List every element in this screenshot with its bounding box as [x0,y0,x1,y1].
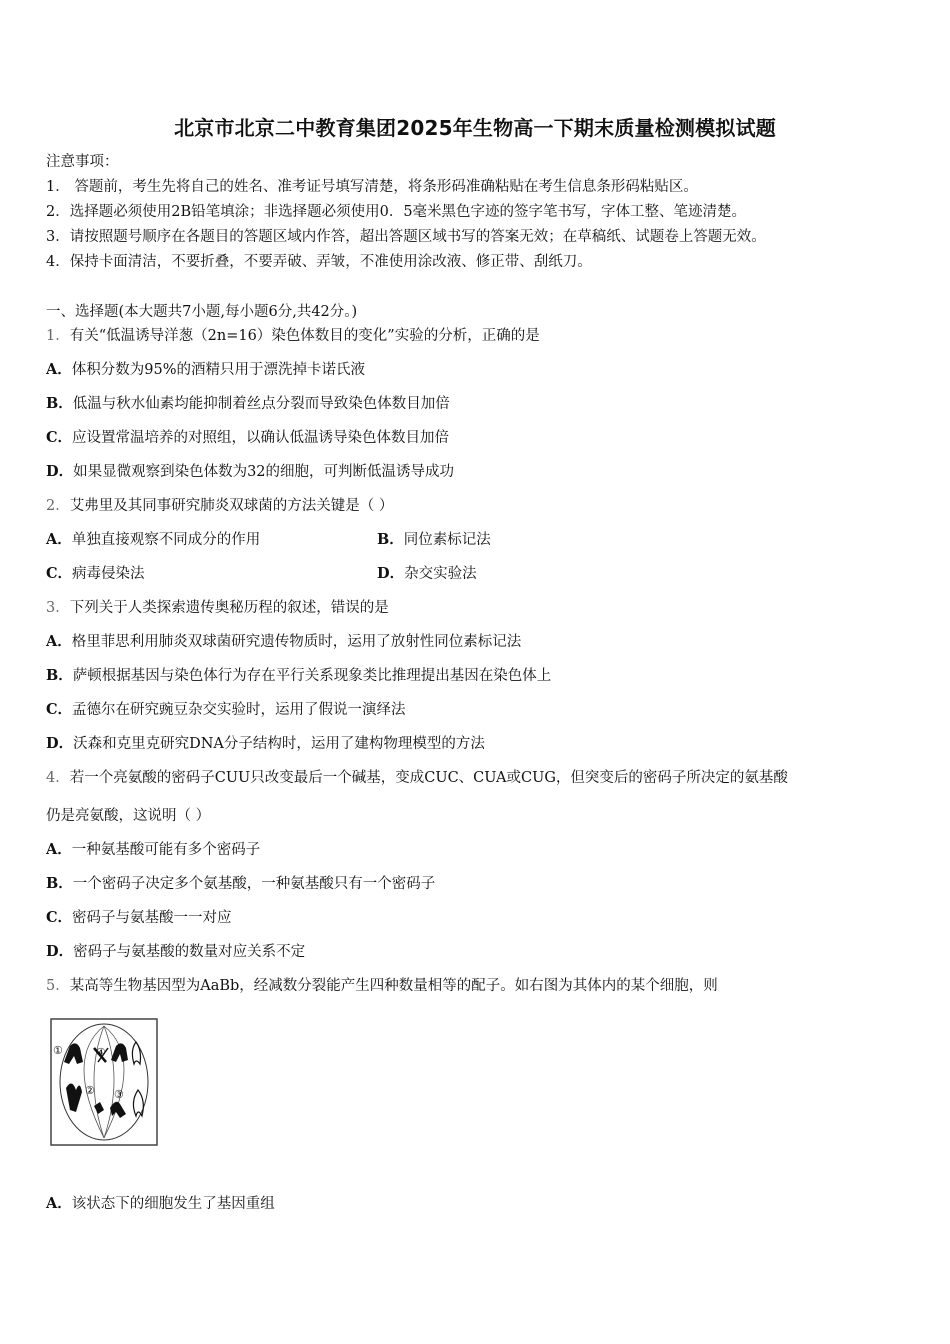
question-5-stem [46,976,718,996]
option-label: C． [46,701,73,718]
question-2-stem [46,496,393,516]
option-label: D． [46,735,74,752]
option-text: 病毒侵染法 [72,566,145,582]
figure-label: ③ [114,1088,124,1101]
q2-option-b[interactable] [377,530,491,550]
q2-option-c[interactable] [46,564,145,584]
option-label: C． [46,429,73,446]
cell-division-figure [50,1018,158,1146]
notice-item-4: 4．保持卡面清洁，不要折叠，不要弄破、弄皱，不准使用涂改液、修正带、刮纸刀。 [46,254,592,270]
q4-option-b[interactable] [46,874,435,894]
option-label: B． [46,875,73,892]
section-heading: 一、选择题(本大题共7小题,每小题6分,共42分。) [46,304,358,320]
q5-option-a[interactable] [46,1194,275,1214]
question-text: 有关“低温诱导洋葱（2n=16）染色体数目的变化”实验的分析，正确的是 [69,328,540,344]
q1-option-d[interactable] [46,462,454,482]
option-text: 如果显微观察到染色体数为32的细胞，可判断低温诱导成功 [73,464,455,480]
option-text: 密码子与氨基酸一一对应 [72,910,232,926]
q1-option-a[interactable] [46,360,365,380]
option-text: 体积分数为95%的酒精只用于漂洗掉卡诺氏液 [71,362,365,378]
question-number: 1． [46,328,70,344]
option-label: B． [46,667,73,684]
option-text: 密码子与氨基酸的数量对应关系不定 [73,944,306,960]
option-label: C． [46,565,73,582]
notice-item-3: 3．请按照题号顺序在各题目的答题区域内作答，超出答题区域书写的答案无效；在草稿纸、试题卷上答题无效。 [46,229,766,245]
question-1-stem [46,326,540,346]
q1-option-c[interactable] [46,428,449,448]
figure-label: ④ [96,1046,106,1059]
notice-item-1: 1． 答题前，考生先将自己的姓名、准考证号填写清楚，将条形码准确粘贴在考生信息条形码粘贴区。 [46,179,698,195]
option-label: A． [46,841,72,858]
option-text: 一个密码子决定多个氨基酸，一种氨基酸只有一个密码子 [72,876,436,892]
option-label: B． [46,395,73,412]
option-label: A． [46,531,72,548]
figure-label: ① [53,1044,63,1057]
q3-option-c[interactable] [46,700,406,720]
option-text: 该状态下的细胞发生了基因重组 [71,1196,275,1212]
question-number: 4． [46,770,70,786]
q4-option-d[interactable] [46,942,305,962]
q3-option-d[interactable] [46,734,485,754]
option-label: D． [46,463,74,480]
question-number: 5． [46,978,70,994]
option-text: 应设置常温培养的对照组，以确认低温诱导染色体数目加倍 [72,430,450,446]
option-text: 低温与秋水仙素均能抑制着丝点分裂而导致染色体数目加倍 [72,396,450,412]
question-text: 下列关于人类探索遗传奥秘历程的叙述，错误的是 [69,600,389,616]
notice-heading: 注意事项： [46,154,119,170]
figure-frame [51,1019,157,1145]
q4-option-c[interactable] [46,908,232,928]
option-label: D． [46,943,74,960]
option-text: 沃森和克里克研究DNA分子结构时，运用了建构物理模型的方法 [73,736,485,752]
question-text: 若一个亮氨酸的密码子CUU只改变最后一个碱基，变成CUC、CUA或CUG，但突变后的密码子所决定的氨基酸 [69,770,788,786]
q2-option-a[interactable] [46,530,260,550]
option-label: A． [46,1195,72,1212]
question-4-stem-cont: 仍是亮氨酸，这说明（ ） [46,808,211,824]
q1-option-b[interactable] [46,394,450,414]
option-label: A． [46,361,72,378]
question-text: 艾弗里及其同事研究肺炎双球菌的方法关键是（ ） [69,498,394,514]
option-label: C． [46,909,73,926]
question-4-stem [46,768,788,788]
notice-item-2: 2．选择题必须使用2B铅笔填涂；非选择题必须使用0．5毫米黑色字迹的签字笔书写，字体工整、笔迹清楚。 [46,204,747,220]
question-number: 3． [46,600,70,616]
q3-option-b[interactable] [46,666,551,686]
option-label: D． [377,565,405,582]
option-label: A． [46,633,72,650]
option-text: 杂交实验法 [404,566,477,582]
option-text: 同位素标记法 [403,532,491,548]
q4-option-a[interactable] [46,840,260,860]
figure-label: ② [85,1084,95,1097]
q2-option-d[interactable] [377,564,477,584]
question-number: 2． [46,498,70,514]
page-title: 北京市北京二中教育集团2025年生物高一下期末质量检测模拟试题 [174,116,776,140]
option-label: B． [377,531,404,548]
option-text: 单独直接观察不同成分的作用 [71,532,261,548]
question-3-stem [46,598,389,618]
question-text: 某高等生物基因型为AaBb，经减数分裂能产生四种数量相等的配子。如右图为其体内的某个细胞，则 [69,978,718,994]
option-text: 萨顿根据基因与染色体行为存在平行关系现象类比推理提出基因在染色体上 [72,668,552,684]
option-text: 一种氨基酸可能有多个密码子 [71,842,261,858]
option-text: 格里菲思利用肺炎双球菌研究遗传物质时，运用了放射性同位素标记法 [71,634,522,650]
q3-option-a[interactable] [46,632,521,652]
option-text: 孟德尔在研究豌豆杂交实验时，运用了假说一演绎法 [72,702,406,718]
